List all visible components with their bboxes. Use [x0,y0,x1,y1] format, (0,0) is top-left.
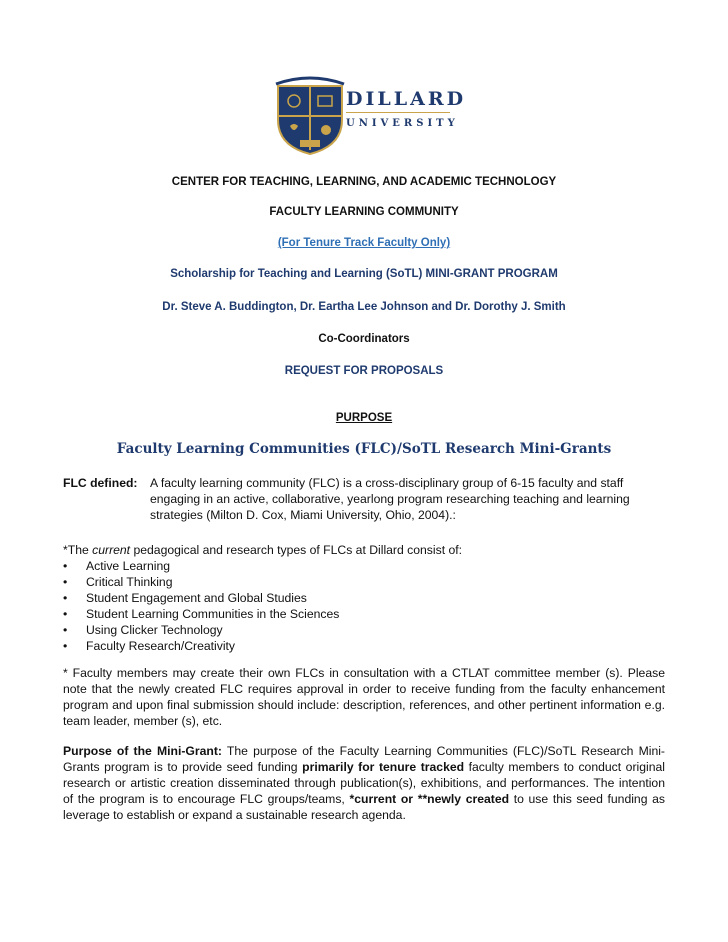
bullet-icon: • [63,639,68,653]
list-item: • Critical Thinking [63,575,173,589]
audience-note: (For Tenure Track Faculty Only) [277,237,451,249]
bullet-icon: • [63,607,68,621]
purpose-heading: PURPOSE [335,412,393,424]
coordinators-label: Co-Coordinators [318,333,410,345]
mini-grant-label: Purpose of the Mini-Grant: [63,744,222,758]
types-intro: *The current pedagogical and research types of FLCs at Dillard consist of: [63,543,463,557]
grants-heading: Faculty Learning Communities (FLC)/SoTL Research Mini-Grants [116,441,612,457]
logo-divider [346,112,450,113]
program-title: Scholarship for Teaching and Learning (SoTL) MINI-GRANT PROGRAM [170,268,558,280]
bullet-icon: • [63,591,68,605]
flc-defined-label: FLC defined: [63,476,138,490]
flc-creation-note: * Faculty members may create their own FLCs in consultation with a CTLAT committee member (s). Please note that the newly created FLC requires approval in order to receive funding from the faculty enhancement program and upon final submission should include: description, references, and other pertinent information e.g. team leader, member (s), etc. [63,666,665,728]
bullet-icon: • [63,575,68,589]
mini-grant-purpose: Purpose of the Mini-Grant: The purpose of the Faculty Learning Communities (FLC)/SoTL Research Mini-Grants program is to provide seed funding primarily for tenure tracked faculty members to conduct original research or artistic creation disseminated through publication(s), exhibitions, and performances. The intention of the program is to encourage FLC groups/teams, *current or **newly created to use this seed funding as leverage to establish or expand a sustainable research agenda. [63,744,666,822]
list-item: • Active Learning [63,559,171,573]
flc-definition: A faculty learning community (FLC) is a cross-disciplinary group of 6-15 faculty and staff engaging in an active, collaborative, yearlong program researching teaching and learning strategies (Milton D. Cox, Miami University, Ohio, 2004).: [150,476,630,522]
center-title: CENTER FOR TEACHING, LEARNING, AND ACADEMIC TECHNOLOGY [171,176,557,188]
bullet-icon: • [63,559,68,573]
community-title: FACULTY LEARNING COMMUNITY [269,206,459,218]
logo-subtitle: UNIVERSITY [346,118,459,129]
logo-wordmark: DILLARD [346,88,467,110]
rfp-title: REQUEST FOR PROPOSALS [284,365,444,377]
bullet-icon: • [63,623,68,637]
list-item: • Student Learning Communities in the Sciences [63,607,340,621]
coordinator-names: Dr. Steve A. Buddington, Dr. Eartha Lee Johnson and Dr. Dorothy J. Smith [162,301,566,313]
list-item: • Student Engagement and Global Studies [63,591,307,605]
list-item: • Using Clicker Technology [63,623,223,637]
flc-types-list [63,558,339,654]
list-item: • Faculty Research/Creativity [63,639,236,653]
